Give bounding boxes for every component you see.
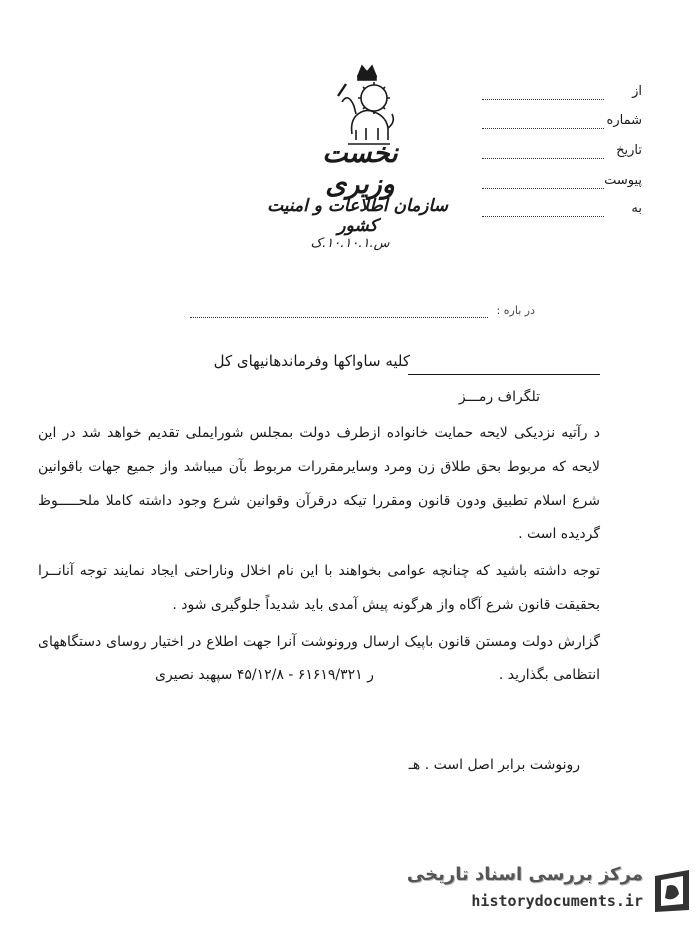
body-line: انتظامی بگذارید . xyxy=(498,667,600,683)
attachment-field xyxy=(482,173,642,193)
from-field xyxy=(482,84,642,104)
watermark xyxy=(395,862,695,922)
body-line: گزارش دولت ومستن قانون باپیک ارسال ورونوشت آنرا جهت اطلاع در اختیار روسای دستگاههای xyxy=(38,634,600,650)
ministry-title: نخست وزیری xyxy=(322,138,398,200)
number-label: شماره xyxy=(606,113,642,128)
body-line: گردیده است . xyxy=(518,526,600,542)
number-field xyxy=(482,113,642,133)
field-dotted-line xyxy=(482,99,604,100)
to-field xyxy=(482,201,642,221)
lion-and-sun-emblem-icon xyxy=(332,62,402,150)
body-line: شرع اسلام تطبیق ودون قانون ومقررا تیکه درقرآن وقوانین شرع وجود داشته کاملا ملحـــــوظ xyxy=(38,493,600,509)
body-line: لایحه که مربوط بحق طلاق زن ومرد وسایرمقررات مربوط بآن میباشد واز جمیع جهات باقوانین xyxy=(38,459,600,475)
signature-reference: ر ۶۱۶۱۹/۳۲۱ - ۴۵/۱۲/۸ سپهبد نصیری xyxy=(155,667,374,683)
subject: تلگراف رمـــز xyxy=(458,389,540,405)
recipient-underline xyxy=(408,374,600,375)
watermark-url: historydocuments.ir xyxy=(471,892,643,910)
reference-code: س.۱۰.۱۰.۱.ک xyxy=(310,236,390,251)
body-line: د رآتیه نزدیکی لایحه حمایت خانواده ازطرف دولت بمجلس شورایملی تقدیم خواهد شد در این xyxy=(38,425,600,441)
recipient: کلیه ساواکها وفرماندهانیهای کل xyxy=(213,352,410,370)
archive-logo-icon xyxy=(649,866,695,916)
copy-note: رونوشت برابر اصل است . هـ xyxy=(408,757,580,773)
date-label: تاریخ xyxy=(616,143,642,158)
field-dotted-line xyxy=(482,128,604,129)
field-dotted-line xyxy=(482,216,604,217)
about-field xyxy=(190,304,535,322)
about-label: در باره : xyxy=(496,304,535,317)
field-dotted-line xyxy=(482,158,604,159)
watermark-title: مرکز بررسی اسناد تاریخی xyxy=(406,864,643,885)
body-line: بحقیقت قانون شرع آگاه واز هرگونه پیش آمدی باید شدیداً جلوگیری شود . xyxy=(172,597,600,613)
field-dotted-line xyxy=(482,188,604,189)
to-label: به xyxy=(631,201,642,216)
attachment-label: پیوست xyxy=(604,173,642,188)
date-field xyxy=(482,143,642,163)
field-dotted-line xyxy=(190,317,488,318)
from-label: از xyxy=(632,84,642,99)
organization-subtitle: سازمان اطلاعات و امنیت کشور xyxy=(267,196,448,236)
body-line: توجه داشته باشید که چنانچه عوامی بخواهند با این نام اخلال وناراحتی ایجاد نمایند توجه آنانــرا xyxy=(38,563,600,579)
